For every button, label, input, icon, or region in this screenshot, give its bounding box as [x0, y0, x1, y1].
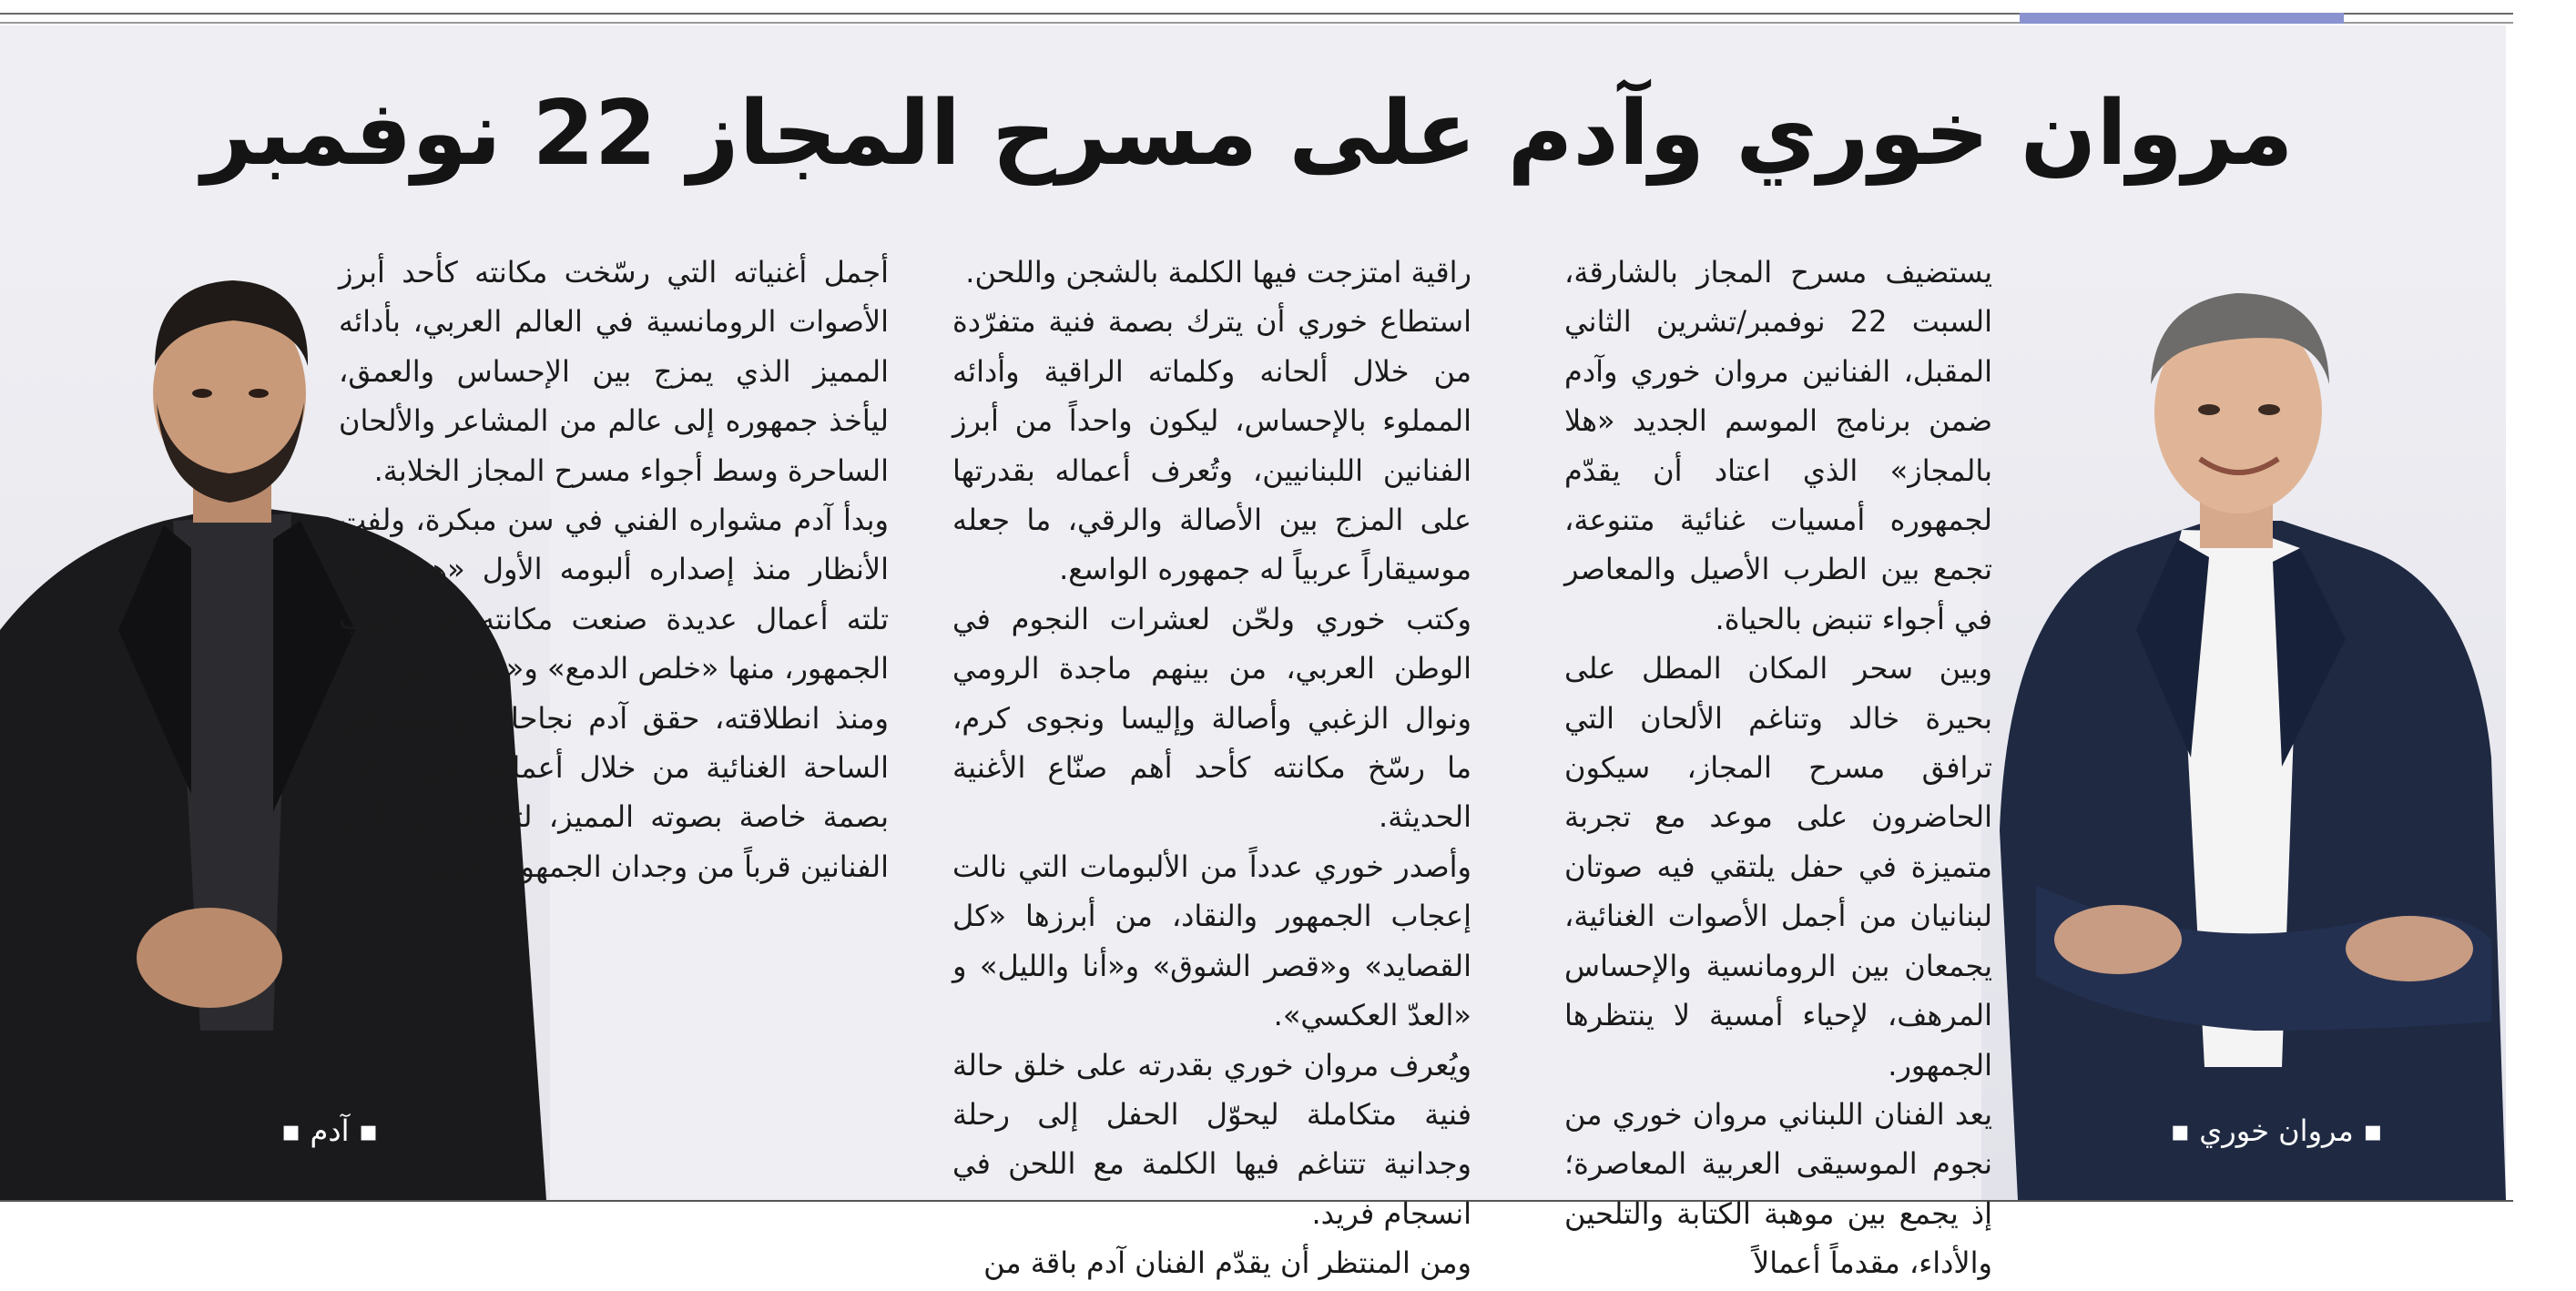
article-column-middle: [952, 248, 1471, 1288]
paragraph: وأصدر خوري عدداً من الألبومات التي نالت إعجاب الجمهور والنقاد، من أبرزها «كل القصايد» و«قصر الشوق» و«أنا والليل» و «العدّ العكسي».: [952, 849, 1471, 1033]
paragraph: أجمل أغنياته التي رسّخت مكانته كأحد أبرز الأصوات الرومانسية في العالم العربي، بأدائه المميز الذي يمزج بين الإحساس والعمق، ليأخذ جمهوره إلى عالم من المشاعر والألحان الساحرة وسط أجواء مسرح المجاز الخلابة.: [339, 255, 889, 488]
article-headline: مروان خوري وآدم على مسرح المجاز 22 نوفمبر: [201, 82, 2294, 186]
paragraph: وبدأ آدم مشواره الفني في سن مبكرة، ولفت الأنظار منذ إصداره ألبومه الأول «هذا أنا»، تلته أعمال عديدة صنعت مكانته في قلوب الجمهور، منها «خلص الدمع» و«على بالي».: [339, 503, 889, 686]
marwan-portrait-image: [1981, 248, 2506, 1200]
paragraph: راقية امتزجت فيها الكلمة بالشجن واللحن.: [965, 255, 1471, 290]
paragraph: ومنذ انطلاقته، حقق آدم نجاحات واسعة في الساحة الغنائية من خلال أعماله التي تركت بصمة خاصة بصوته المميز، لتجعله من أكثر الفنانين قرباً من وجدان الجمهور العربي.: [339, 700, 889, 884]
section-accent-bar: [2020, 13, 2344, 24]
article-column-right: [1564, 248, 1992, 1288]
article-column-left: [339, 248, 889, 891]
paragraph: يعد الفنان اللبناني مروان خوري من نجوم الموسيقى العربية المعاصرة؛ إذ يجمع بين موهبة الكتابة والتلحين والأداء، مقدماً أعمالاً: [1564, 1096, 1992, 1281]
paragraph: ومن المنتظر أن يقدّم الفنان آدم باقة من: [983, 1245, 1471, 1281]
paragraph: وكتب خوري ولحّن لعشرات النجوم في الوطن العربي، من بينهم ماجدة الرومي ونوال الزغبي وأصالة وإليسا ونجوى كرم، ما رسّخ مكانته كأحد أهم صنّاع الأغنية الحديثة.: [952, 601, 1471, 835]
paragraph: يستضيف مسرح المجاز بالشارقة، السبت 22 نوفمبر/تشرين الثاني المقبل، الفنانين مروان خوري وآدم ضمن برنامج الموسم الجديد «هلا بالمجاز» الذي اعتاد أن يقدّم لجمهوره أمسيات غنائية متنوعة، تجمع بين الطرب الأصيل والمعاصر في أجواء تنبض بالحياة.: [1564, 255, 1993, 636]
adam-photo-caption: ▪ آدم ▪: [280, 1113, 379, 1148]
paragraph: ويُعرف مروان خوري بقدرته على خلق حالة فنية متكاملة ليحوّل الحفل إلى رحلة وجدانية تتناغم فيها الكلمة مع اللحن في انسجام فريد.: [952, 1047, 1471, 1231]
paragraph: استطاع خوري أن يترك بصمة فنية متفرّدة من خلال ألحانه وكلماته الراقية وأدائه المملوء بالإحساس، ليكون واحداً من أبرز الفنانين اللبنانيين، وتُعرف أعماله بقدرتها على المزج بين الأصالة والرقي، ما جعله موسيقاراً عربياً له جمهوره الواسع.: [952, 304, 1471, 587]
marwan-photo-caption: ▪ مروان خوري ▪: [2170, 1113, 2383, 1148]
paragraph: وبين سحر المكان المطل على بحيرة خالد وتناغم الألحان التي ترافق مسرح المجاز، سيكون الحاضرون على موعد مع تجربة متميزة في حفل يلتقي فيه صوتان لبنانيان من أجمل الأصوات الغنائية، يجمعان بين الرومانسية والإحساس المرهف، لإحياء أمسية لا ينتظرها الجمهور.: [1564, 651, 1992, 1083]
marwan-khoury-photo: [1981, 248, 2506, 1200]
